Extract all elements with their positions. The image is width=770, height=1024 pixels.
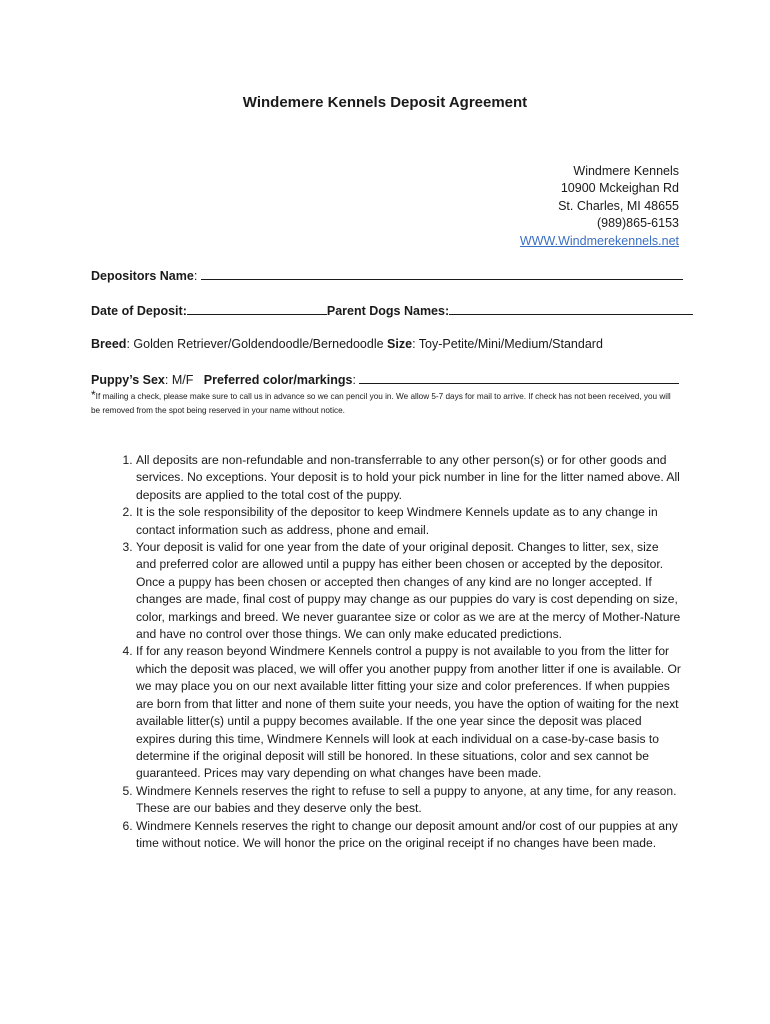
date-of-deposit-label: Date of Deposit	[91, 304, 183, 318]
breed-label: Breed	[91, 337, 127, 351]
note-asterisk: *	[91, 388, 96, 402]
parent-dogs-label: Parent Dogs Names	[326, 304, 445, 318]
list-item: 6. Windmere Kennels reserves the right to change our deposit amount and/or cost of our puppies at any time without notice. We will honor the price on the original receipt if no changes have been made.	[136, 818, 681, 853]
kennel-city: St. Charles, MI 48655	[558, 198, 679, 213]
preferred-color-field[interactable]	[359, 371, 679, 384]
depositors-name-row: Depositors Name:	[91, 267, 683, 283]
preferred-color-label: Preferred color/markings	[203, 373, 353, 387]
terms-list	[91, 452, 681, 852]
kennel-website-link[interactable]: WWW.Windmerekennels.net	[519, 233, 679, 248]
list-item: 4. If for any reason beyond Windmere Kennels control a puppy is not available to you from the litter for which the deposit was placed, we will offer you another puppy from another litter if one is available. Or we may place you on our next available litter fitting your size and color preferences. If when puppies are born from that litter and none of them suite your needs, you have the option of waiting for the next available litter(s) until a puppy becomes available. If the one year since the deposit was placed expires during this time, Windmere Kennels will look at each individual on a case-by-case basis to determine if the original deposit will still be honored. In these situations, color and sex cannot be guaranteed. Prices may vary depending on what changes have been made.	[136, 643, 681, 782]
date-of-deposit-field[interactable]	[187, 302, 327, 315]
depositors-name-field[interactable]	[201, 267, 683, 280]
list-item: 1. All deposits are non-refundable and non-transferrable to any other person(s) or for other goods and services. No exceptions. Your deposit is to hold your pick number in line for the litter named above. All deposits are applied to the total cost of the puppy.	[136, 452, 681, 504]
kennel-address-block	[520, 163, 679, 250]
note-text: If mailing a check, please make sure to call us in advance so we can pencil you in. We allow 5-7 days for mail to arrive. If check has not been received, you will be removed from the spot being reserved in your name without notice.	[91, 392, 671, 415]
deposit-date-row: Date of Deposit: Parent Dogs Names:	[91, 302, 693, 318]
mailing-check-note	[91, 390, 681, 417]
size-value: Toy-Petite/Mini/Medium/Standard	[418, 337, 603, 351]
kennel-street: 10900 Mckeighan Rd	[560, 181, 679, 196]
size-label: Size	[387, 337, 413, 351]
puppy-sex-value: M/F	[171, 373, 194, 387]
list-item: 3. Your deposit is valid for one year from the date of your original deposit. Changes to litter, sex, size and preferred color are allowed until a puppy has either been chosen or accepted by the depositor. Once a puppy has been chosen or accepted then changes of any kind are no longer accepted. If changes are made, final cost of puppy may change as our puppies do vary is cost depending on size, color, markings and breed. We never guarantee size or color as we are at the mercy of Mother-Nature and have no control over those things. We can only make educated predictions.	[136, 539, 681, 643]
kennel-name: Windmere Kennels	[573, 164, 679, 178]
kennel-phone: (989)865-6153	[596, 216, 679, 231]
depositors-name-label: Depositors Name	[91, 269, 194, 283]
breed-row: Breed: Golden Retriever/Goldendoodle/Bernedoodle Size: Toy-Petite/Mini/Medium/Standard	[91, 337, 603, 351]
breed-value: Golden Retriever/Goldendoodle/Bernedoodle	[133, 337, 384, 351]
puppy-sex-label: Puppy’s Sex	[91, 373, 165, 387]
parent-dogs-field[interactable]	[449, 302, 693, 315]
puppy-sex-row: Puppy’s Sex: M/F Preferred color/markings:	[91, 371, 679, 387]
page-title: Windemere Kennels Deposit Agreement	[242, 94, 528, 111]
list-item: 2. It is the sole responsibility of the depositor to keep Windmere Kennels update as to any change in contact information such as address, phone and email.	[136, 504, 681, 539]
list-item: 5. Windmere Kennels reserves the right to refuse to sell a puppy to anyone, at any time, for any reason. These are our babies and they deserve only the best.	[136, 783, 681, 818]
